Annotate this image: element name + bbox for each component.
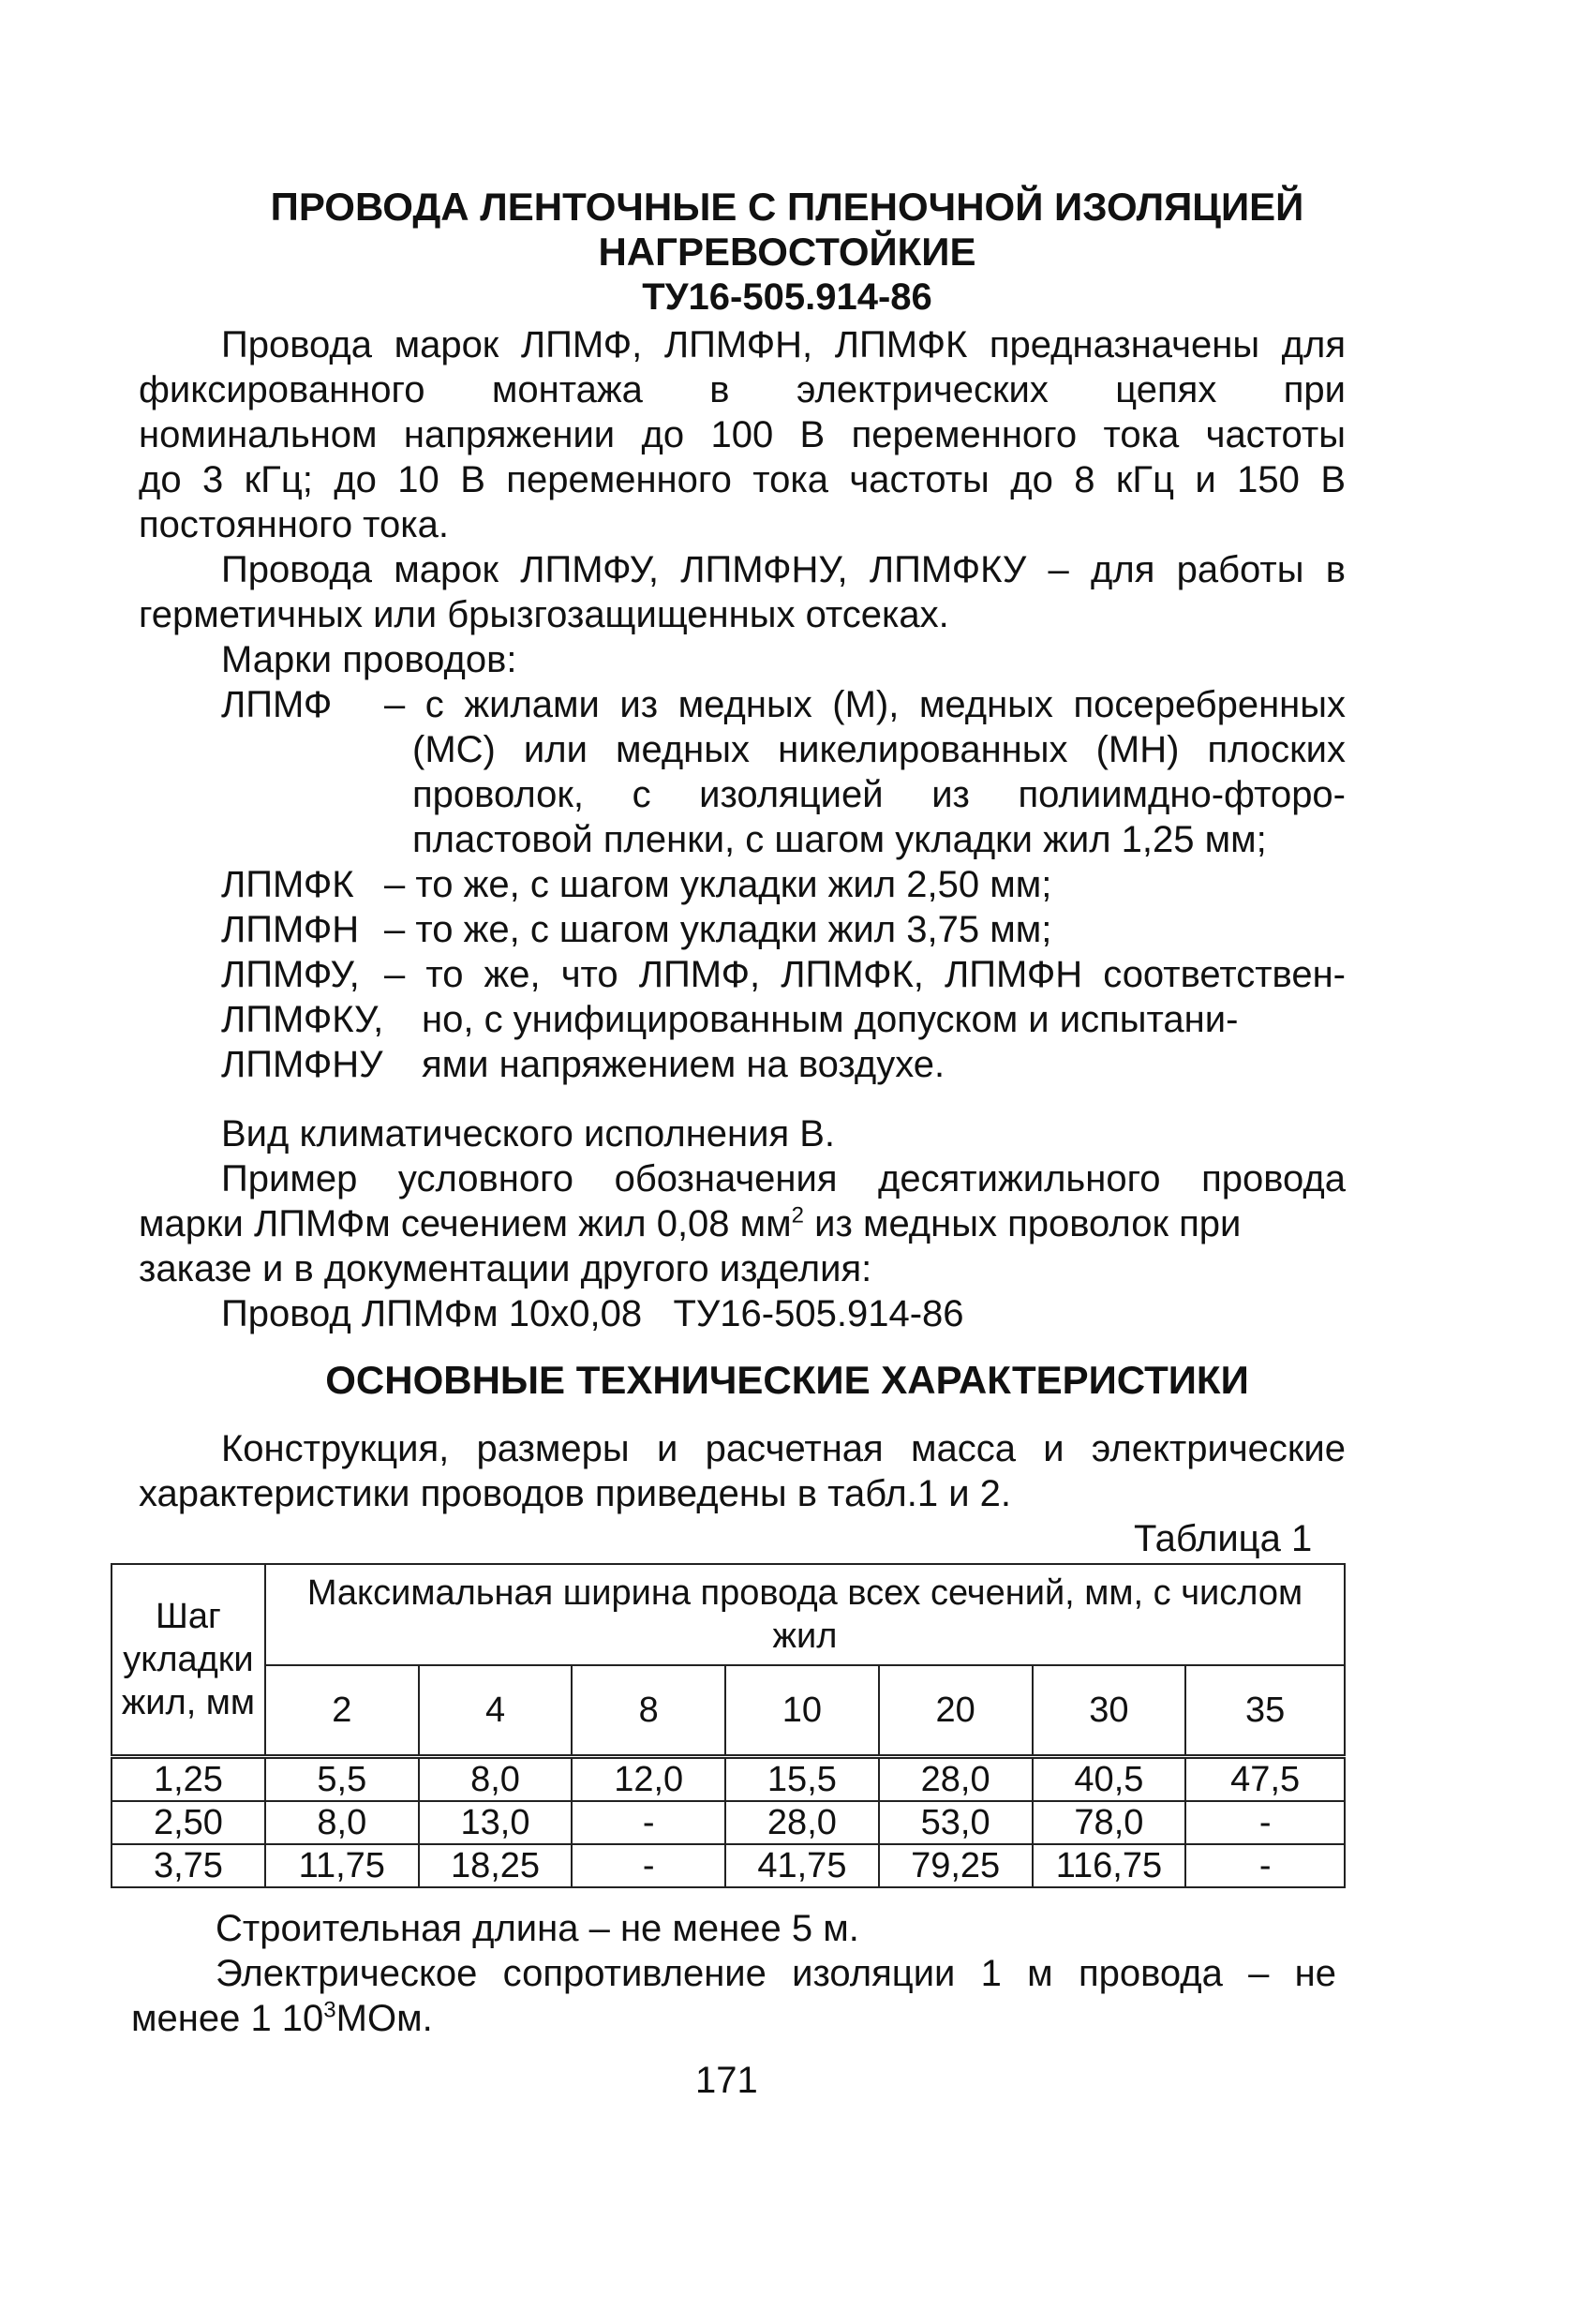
table-cell: 8,0 xyxy=(419,1757,573,1802)
table-row xyxy=(112,1844,1345,1887)
mark-description: – то же, с шагом укладки жил 2,50 мм; xyxy=(384,864,1052,905)
table-header-cell: 30 xyxy=(1033,1665,1186,1757)
example-designation: Провод ЛПМФм 10х0,08 ТУ16-505.914-86 xyxy=(221,1293,964,1334)
construction-length: Строительная длина – не менее 5 м. xyxy=(216,1908,859,1949)
example-line: заказе и в документации другого изделия: xyxy=(139,1248,872,1289)
table-cell: 2,50 xyxy=(112,1801,265,1844)
table-cell: 79,25 xyxy=(879,1844,1033,1887)
example-text: марки ЛПМФм сечением жил 0,08 мм xyxy=(139,1203,792,1244)
section-heading: ОСНОВНЫЕ ТЕХНИЧЕСКИЕ ХАРАКТЕРИСТИКИ xyxy=(325,1358,1249,1402)
table-cell: 78,0 xyxy=(1033,1801,1186,1844)
table-cell: 40,5 xyxy=(1033,1757,1186,1802)
intro-line: до 3 кГц; до 10 В переменного тока частоты до 8 кГц и 150 В xyxy=(139,459,1346,500)
table-cell: 47,5 xyxy=(1185,1757,1345,1802)
intro-line: фиксированного монтажа в электрических цепях при xyxy=(139,369,1346,410)
mark-description: – то же, с шагом укладки жил 3,75 мм; xyxy=(384,909,1052,950)
resistance-text: МОм. xyxy=(335,1998,433,2039)
table-cell: 53,0 xyxy=(879,1801,1033,1844)
section-text: характеристики проводов приведены в табл.1 и 2. xyxy=(139,1473,1012,1514)
table-header-group: Максимальная ширина провода всех сечений, мм, с числом жил xyxy=(265,1564,1345,1665)
table-header-step: Шаг укладки жил, мм xyxy=(112,1564,265,1757)
mark-description: проволок, с изоляцией из полиимдно-фторо- xyxy=(412,774,1346,815)
table-cell: - xyxy=(572,1801,725,1844)
table-cell: 28,0 xyxy=(725,1801,879,1844)
table-cell: 15,5 xyxy=(725,1757,879,1802)
intro-line: постоянного тока. xyxy=(139,504,450,545)
mark-description: ями напряжением на воздухе. xyxy=(422,1044,945,1085)
intro-line: номинальном напряжении до 100 В переменного тока частоты xyxy=(139,414,1346,455)
intro-line: герметичных или брызгозащищенных отсеках. xyxy=(139,594,949,635)
table-row xyxy=(112,1757,1345,1802)
table-cell: 13,0 xyxy=(419,1801,573,1844)
resistance-line: Электрическое сопротивление изоляции 1 м провода – не xyxy=(216,1953,1336,1994)
mark-description: но, с унифицированным допуском и испытани- xyxy=(422,999,1239,1040)
mark-name: ЛПМФНУ xyxy=(221,1044,383,1085)
climate-version: Вид климатического исполнения В. xyxy=(221,1113,836,1155)
table-cell: 5,5 xyxy=(265,1757,419,1802)
mark-description: – с жилами из медных (М), медных посеребренных xyxy=(384,684,1346,725)
table-header-cell: 35 xyxy=(1185,1665,1345,1757)
mark-name: ЛПМФКУ, xyxy=(221,999,384,1040)
document-subtitle: НАГРЕВОСТОЙКИЕ xyxy=(598,230,976,274)
resistance-line xyxy=(131,1996,433,2041)
mark-description: – то же, что ЛПМФ, ЛПМФК, ЛПМФН соответствен- xyxy=(384,954,1346,995)
page-number: 171 xyxy=(695,2060,758,2101)
table-cell: 18,25 xyxy=(419,1844,573,1887)
table-cell: 3,75 xyxy=(112,1844,265,1887)
table-cell: - xyxy=(572,1844,725,1887)
marks-heading: Марки проводов: xyxy=(221,639,517,680)
superscript: 3 xyxy=(323,1997,336,2023)
section-text: Конструкция, размеры и расчетная масса и электрические xyxy=(221,1428,1346,1469)
table-header-cell: 8 xyxy=(572,1665,725,1757)
table-cell: 1,25 xyxy=(112,1757,265,1802)
mark-name: ЛПМФН xyxy=(221,909,360,950)
table-caption: Таблица 1 xyxy=(1134,1518,1313,1559)
resistance-text: менее 1 10 xyxy=(131,1998,324,2039)
table-cell: 12,0 xyxy=(572,1757,725,1802)
mark-name: ЛПМФУ, xyxy=(221,954,360,995)
table-cell: 28,0 xyxy=(879,1757,1033,1802)
superscript: 2 xyxy=(791,1202,805,1229)
table-header-cell: 20 xyxy=(879,1665,1033,1757)
table-cell: 8,0 xyxy=(265,1801,419,1844)
example-line xyxy=(139,1201,1241,1246)
table-cell: 116,75 xyxy=(1033,1844,1186,1887)
table-cell: 11,75 xyxy=(265,1844,419,1887)
intro-line: Провода марок ЛПМФ, ЛПМФН, ЛПМФК предназначены для xyxy=(221,324,1346,365)
table-header-cell: 4 xyxy=(419,1665,573,1757)
table-cell: 41,75 xyxy=(725,1844,879,1887)
mark-description: пластовой пленки, с шагом укладки жил 1,25 мм; xyxy=(412,819,1267,860)
table-cell: - xyxy=(1185,1844,1345,1887)
mark-name: ЛПМФ xyxy=(221,684,333,725)
specs-table xyxy=(111,1563,1346,1888)
table-header-cell: 10 xyxy=(725,1665,879,1757)
mark-description: (МС) или медных никелированных (МН) плоских xyxy=(412,729,1346,770)
example-line: Пример условного обозначения десятижильного провода xyxy=(221,1158,1346,1199)
document-title: ПРОВОДА ЛЕНТОЧНЫЕ С ПЛЕНОЧНОЙ ИЗОЛЯЦИЕЙ xyxy=(270,185,1304,229)
table-header-cell: 2 xyxy=(265,1665,419,1757)
example-text: из медных проволок при xyxy=(804,1203,1242,1244)
table-cell: - xyxy=(1185,1801,1345,1844)
intro-line: Провода марок ЛПМФУ, ЛПМФНУ, ЛПМФКУ – для работы в xyxy=(221,549,1346,590)
spec-code: ТУ16-505.914-86 xyxy=(642,276,932,318)
table-row xyxy=(112,1801,1345,1844)
mark-name: ЛПМФК xyxy=(221,864,354,905)
